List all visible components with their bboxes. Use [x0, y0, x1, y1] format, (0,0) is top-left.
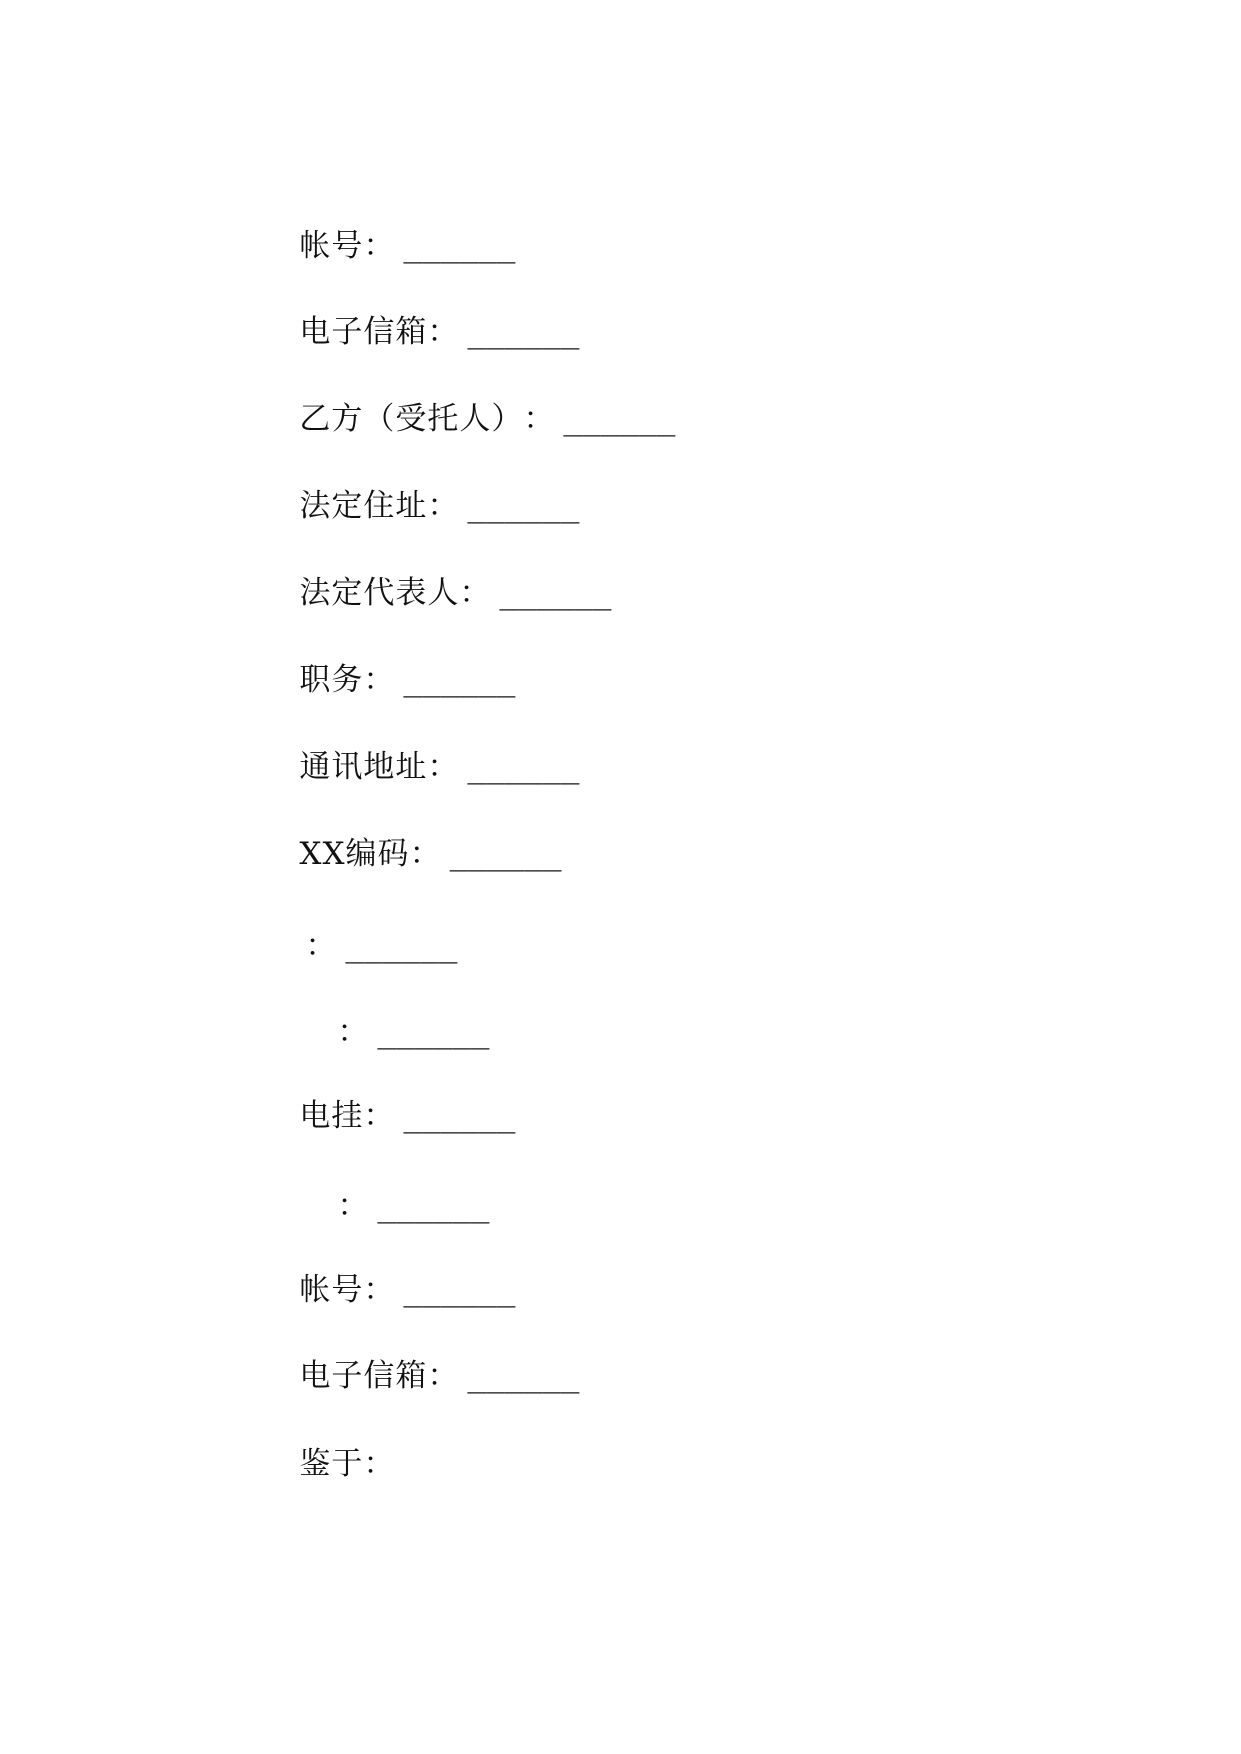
field-colon: ： — [363, 1446, 396, 1482]
field-colon: ： — [305, 928, 338, 964]
field-line-account-2 — [256, 1224, 516, 1308]
fill-in-blank: ______ — [467, 488, 580, 524]
field-colon: ： — [409, 836, 442, 872]
field-label: 帐号 — [299, 1272, 364, 1308]
fill-in-blank: ______ — [403, 228, 516, 264]
field-colon: ： — [337, 1014, 370, 1050]
field-label: 帐号 — [299, 228, 364, 264]
field-line-mailing-address — [256, 701, 580, 785]
field-colon: ： — [363, 1272, 396, 1308]
field-label: 电子信箱 — [299, 314, 428, 350]
field-colon: ： — [427, 1358, 460, 1394]
field-colon: ： — [363, 662, 396, 698]
field-line-account-1 — [256, 180, 516, 264]
fill-in-blank: ______ — [467, 314, 580, 350]
field-colon: ： — [427, 749, 460, 785]
field-colon: ： — [363, 228, 396, 264]
field-label: XX编码 — [299, 836, 410, 872]
field-colon: ： — [459, 575, 492, 611]
field-line-unlabeled-1 — [262, 880, 458, 964]
field-line-whereas — [256, 1398, 403, 1482]
fill-in-blank: ______ — [449, 836, 562, 872]
field-line-legal-address — [256, 440, 580, 524]
fill-in-blank: ______ — [499, 575, 612, 611]
fill-in-blank: ______ — [467, 749, 580, 785]
fill-in-blank: ______ — [377, 1188, 490, 1224]
field-line-party-b — [256, 353, 676, 437]
field-line-telegraph — [256, 1050, 516, 1134]
field-label: 法定住址 — [299, 488, 428, 524]
field-label: 通讯地址 — [299, 749, 428, 785]
field-line-legal-representative — [256, 527, 612, 611]
fill-in-blank: ______ — [403, 1098, 516, 1134]
field-colon: ： — [523, 401, 556, 437]
field-label: 电子信箱 — [299, 1358, 428, 1394]
field-label: 乙方（受托人） — [299, 401, 524, 437]
field-colon: ： — [427, 488, 460, 524]
field-colon: ： — [337, 1188, 370, 1224]
fill-in-blank: ______ — [403, 662, 516, 698]
field-label: 职务 — [299, 662, 364, 698]
field-label: 法定代表人 — [299, 575, 460, 611]
field-line-email-2 — [256, 1310, 580, 1394]
field-line-unlabeled-3 — [294, 1140, 490, 1224]
fill-in-blank: ______ — [377, 1014, 490, 1050]
field-label: 鉴于 — [299, 1446, 364, 1482]
fill-in-blank: ______ — [563, 401, 676, 437]
fill-in-blank: ______ — [345, 928, 458, 964]
field-line-postal-code — [256, 788, 562, 872]
fill-in-blank: ______ — [403, 1272, 516, 1308]
field-label: 电挂 — [299, 1098, 364, 1134]
field-line-unlabeled-2 — [294, 966, 490, 1050]
field-line-position — [256, 614, 516, 698]
field-line-email-1 — [256, 266, 580, 350]
field-colon: ： — [427, 314, 460, 350]
fill-in-blank: ______ — [467, 1358, 580, 1394]
field-colon: ： — [363, 1098, 396, 1134]
